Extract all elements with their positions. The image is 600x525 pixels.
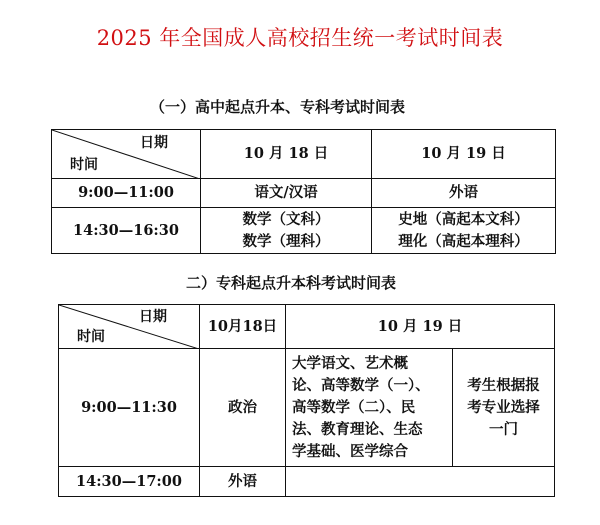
section1-heading: （一）高中起点升本、专科考试时间表 [150, 98, 406, 116]
subject-cell: 数学（文科） 数学（理科） [201, 208, 372, 254]
corner-header-cell [52, 130, 201, 179]
schedule-table-2 [58, 304, 555, 497]
subject-cell: 史地（高起本文科） 理化（高起本理科） [372, 208, 556, 254]
section2-heading: 二）专科起点升本科考试时间表 [186, 274, 397, 292]
time-cell: 9:00—11:00 [52, 179, 201, 208]
time-cell: 9:00—11:30 [59, 349, 200, 467]
column-header-oct19: 10 月 19 日 [372, 130, 556, 179]
time-cell: 14:30—17:00 [59, 467, 200, 497]
subject-cell: 语文/汉语 [201, 179, 372, 208]
column-header-oct18: 10月18日 [200, 305, 286, 349]
corner-time-label: 时间 [77, 329, 105, 345]
page-title: 2025 年全国成人高校招生统一考试时间表 [96, 26, 504, 50]
empty-cell [286, 467, 555, 497]
subject-cell: 外语 [200, 467, 286, 497]
schedule-table-1 [51, 129, 556, 254]
column-header-oct18: 10 月 18 日 [201, 130, 372, 179]
corner-date-label: 日期 [139, 309, 167, 325]
column-header-oct19: 10 月 19 日 [286, 305, 555, 349]
subject-cell: 政治 [200, 349, 286, 467]
note-cell: 考生根据报 考专业选择 一门 [453, 349, 555, 467]
subject-cell: 外语 [372, 179, 556, 208]
corner-header-cell [59, 305, 200, 349]
corner-date-label: 日期 [140, 135, 168, 151]
time-cell: 14:30—16:30 [52, 208, 201, 254]
corner-time-label: 时间 [70, 157, 98, 173]
subject-list-cell: 大学语文、艺术概 论、高等数学（一）、 高等数学（二）、民 法、教育理论、生态 学基础、医学综合 [286, 349, 453, 467]
